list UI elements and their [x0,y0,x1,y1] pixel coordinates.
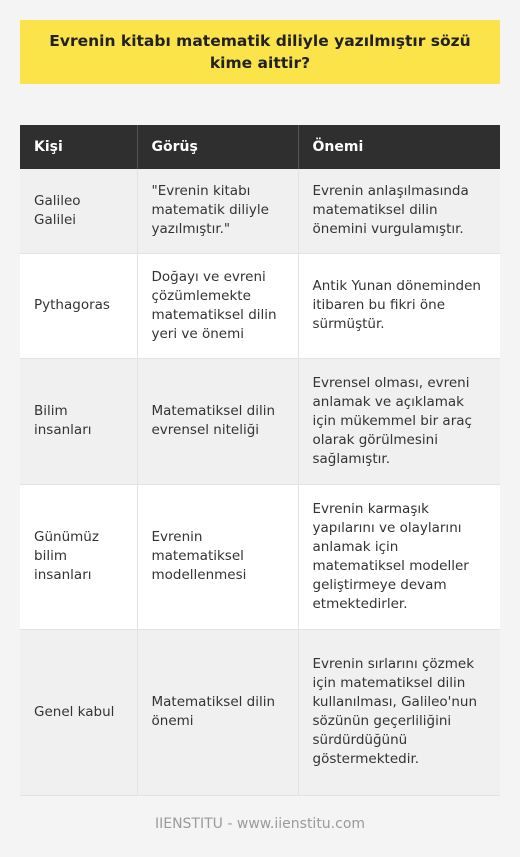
table-row [20,169,500,253]
comparison-table [20,125,500,796]
cell-view: Matematiksel dilin önemi [137,629,298,795]
cell-view: "Evrenin kitabı matematik diliyle yazılmıştır." [137,169,298,253]
cell-view: Evrenin matematiksel modellenmesi [137,484,298,629]
table-row [20,484,500,629]
table-row [20,358,500,484]
cell-person: Genel kabul [20,629,137,795]
cell-importance: Evrenin karmaşık yapılarını ve olaylarını anlamak için matematiksel modeller geliştirmeye devam etmektedirler. [298,484,500,629]
cell-person: Bilim insanları [20,358,137,484]
table-container [20,125,500,796]
cell-importance: Antik Yunan döneminden itibaren bu fikri öne sürmüştür. [298,253,500,358]
footer-credit: IIENSTITU - www.iienstitu.com [154,816,366,832]
header-importance: Önemi [298,125,500,169]
table-row [20,629,500,795]
cell-importance: Evrenin anlaşılmasında matematiksel dilin önemini vurgulamıştır. [298,169,500,253]
cell-view: Matematiksel dilin evrensel niteliği [137,358,298,484]
header-person: Kişi [20,125,137,169]
cell-importance: Evrensel olması, evreni anlamak ve açıklamak için mükemmel bir araç olarak görülmesini sağlamıştır. [298,358,500,484]
cell-person: Günümüz bilim insanları [20,484,137,629]
title-banner [20,20,500,84]
header-view: Görüş [137,125,298,169]
table-row [20,253,500,358]
cell-person: Pythagoras [20,253,137,358]
table-header-row [20,125,500,169]
cell-view: Doğayı ve evreni çözümlemekte matematiksel dilin yeri ve önemi [137,253,298,358]
cell-importance: Evrenin sırlarını çözmek için matematiksel dilin kullanılması, Galileo'nun sözünün geçerliliğini sürdürdüğünü göstermektedir. [298,629,500,795]
cell-person: Galileo Galilei [20,169,137,253]
page-title: Evrenin kitabı matematik diliyle yazılmıştır sözü kime aittir? [49,32,471,72]
